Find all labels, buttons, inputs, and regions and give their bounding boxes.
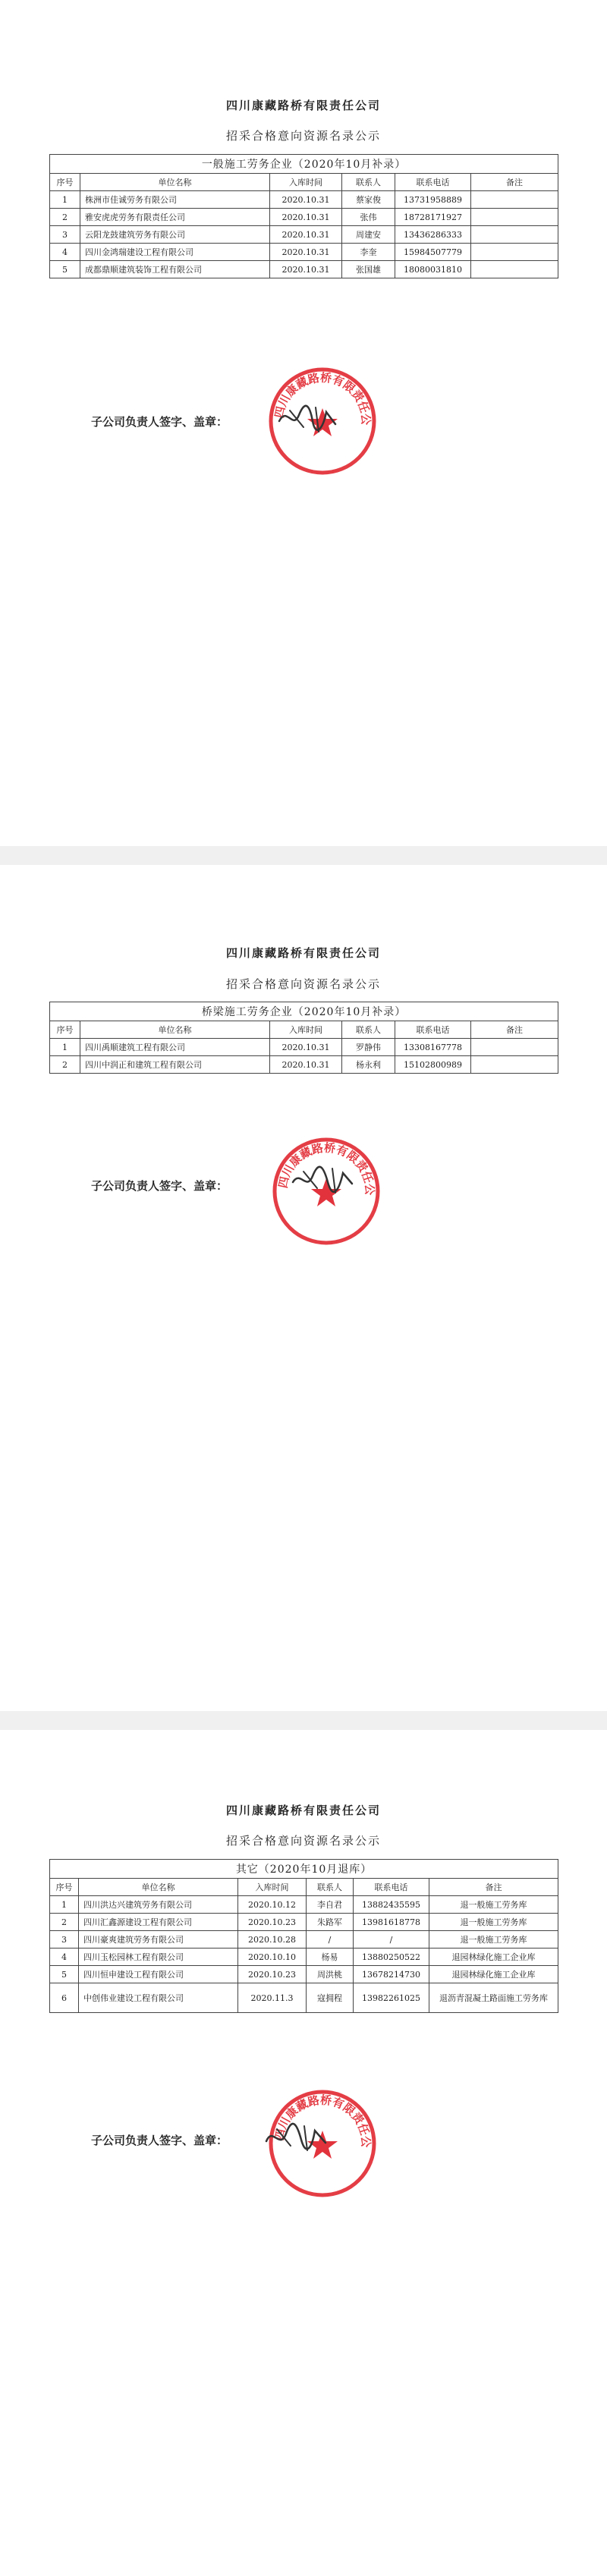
handwritten-signature (288, 1161, 357, 1199)
entry-date: 2020.10.31 (270, 226, 342, 244)
table-row (50, 1896, 558, 1914)
column-header: 入库时间 (238, 1879, 307, 1896)
document-title: 招采合格意向资源名录公示 (225, 129, 381, 143)
table-header-row (50, 1879, 558, 1896)
contact-person: 寇拥程 (307, 1983, 354, 2013)
table-row (50, 1983, 558, 2013)
table-row (50, 1931, 558, 1949)
resource-table (49, 1859, 558, 2013)
contact-phone: / (354, 1931, 429, 1949)
row-number: 4 (50, 1949, 79, 1966)
unit-name: 中创伟业建设工程有限公司 (79, 1983, 238, 2013)
unit-name: 雅安虎虎劳务有限责任公司 (80, 209, 270, 226)
resource-table (49, 154, 558, 278)
row-number: 1 (50, 1896, 79, 1914)
unit-name: 四川玉松园林工程有限公司 (79, 1949, 238, 1966)
signature-label: 子公司负责人签字、盖章： (91, 1179, 228, 1193)
contact-person: 李自君 (307, 1896, 354, 1914)
category-header: 其它（2020年10月退库） (50, 1860, 558, 1879)
unit-name: 四川豪爽建筑劳务有限公司 (79, 1931, 238, 1949)
contact-person: 罗静伟 (342, 1039, 395, 1056)
column-header: 单位名称 (80, 1021, 270, 1039)
unit-name: 四川汇鑫源建设工程有限公司 (79, 1914, 238, 1931)
table-row (50, 209, 558, 226)
entry-date: 2020.10.12 (238, 1896, 307, 1914)
remark: 退一般施工劳务库 (429, 1914, 558, 1931)
column-header: 入库时间 (270, 174, 342, 191)
handwritten-signature (273, 398, 341, 436)
contact-person: 蔡家俊 (342, 191, 395, 209)
row-number: 5 (50, 261, 80, 278)
remark (471, 1039, 558, 1056)
remark (471, 209, 558, 226)
table-row (50, 226, 558, 244)
handwritten-signature (262, 2117, 330, 2155)
table-header-row (50, 1021, 558, 1039)
table-row (50, 1039, 558, 1056)
svg-text:四川康藏路桥有限责任公司: 四川康藏路桥有限责任公 (272, 2093, 373, 2148)
row-number: 5 (50, 1966, 79, 1983)
row-number: 2 (50, 1056, 80, 1074)
contact-phone: 13880250522 (354, 1949, 429, 1966)
entry-date: 2020.10.31 (270, 244, 342, 261)
company-name: 四川康藏路桥有限责任公司 (225, 1804, 381, 1817)
column-header: 备注 (429, 1879, 558, 1896)
table-row (50, 1914, 558, 1931)
contact-phone: 13982261025 (354, 1983, 429, 2013)
remark: 退沥青混凝土路面施工劳务库 (429, 1983, 558, 2013)
table-row (50, 1966, 558, 1983)
column-header: 联系人 (342, 1021, 395, 1039)
column-header: 序号 (50, 174, 80, 191)
column-header: 序号 (50, 1879, 79, 1896)
contact-phone: 18080031810 (395, 261, 471, 278)
unit-name: 四川中润正和建筑工程有限公司 (80, 1056, 270, 1074)
contact-phone: 15984507779 (395, 244, 471, 261)
document-title: 招采合格意向资源名录公示 (225, 977, 381, 991)
remark (471, 261, 558, 278)
row-number: 4 (50, 244, 80, 261)
column-header: 联系人 (307, 1879, 354, 1896)
column-header: 联系电话 (395, 174, 471, 191)
row-number: 6 (50, 1983, 79, 2013)
column-header: 入库时间 (270, 1021, 342, 1039)
entry-date: 2020.11.3 (238, 1983, 307, 2013)
remark (471, 244, 558, 261)
unit-name: 株洲市佳诚劳务有限公司 (80, 191, 270, 209)
table-row (50, 261, 558, 278)
company-name: 四川康藏路桥有限责任公司 (225, 946, 381, 960)
entry-date: 2020.10.31 (270, 209, 342, 226)
remark: 退园林绿化施工企业库 (429, 1966, 558, 1983)
company-name: 四川康藏路桥有限责任公司 (225, 99, 381, 112)
column-header: 单位名称 (80, 174, 270, 191)
row-number: 3 (50, 226, 80, 244)
signature-label: 子公司负责人签字、盖章： (91, 2134, 228, 2147)
row-number: 2 (50, 1914, 79, 1931)
table-row (50, 1056, 558, 1074)
row-number: 2 (50, 209, 80, 226)
contact-person: 周洪桃 (307, 1966, 354, 1983)
entry-date: 2020.10.28 (238, 1931, 307, 1949)
contact-person: 李奎 (342, 244, 395, 261)
category-header: 一般施工劳务企业（2020年10月补录） (50, 155, 558, 174)
contact-phone: 13436286333 (395, 226, 471, 244)
contact-person: 杨易 (307, 1949, 354, 1966)
row-number: 3 (50, 1931, 79, 1949)
document-page-1 (0, 0, 607, 846)
column-header: 备注 (471, 1021, 558, 1039)
remark (471, 191, 558, 209)
row-number: 1 (50, 191, 80, 209)
column-header: 备注 (471, 174, 558, 191)
remark (471, 226, 558, 244)
table-row (50, 1949, 558, 1966)
contact-person: 周建安 (342, 226, 395, 244)
entry-date: 2020.10.10 (238, 1949, 307, 1966)
contact-phone: 13981618778 (354, 1914, 429, 1931)
remark: 退一般施工劳务库 (429, 1896, 558, 1914)
contact-phone: 13678214730 (354, 1966, 429, 1983)
svg-text:四川康藏路桥有限责任公司: 四川康藏路桥有限责任公 (275, 1140, 377, 1196)
column-header: 联系电话 (395, 1021, 471, 1039)
category-header: 桥梁施工劳务企业（2020年10月补录） (50, 1002, 558, 1021)
entry-date: 2020.10.23 (238, 1966, 307, 1983)
contact-person: 杨永利 (342, 1056, 395, 1074)
remark: 退园林绿化施工企业库 (429, 1949, 558, 1966)
svg-text:四川康藏路桥有限责任公司: 四川康藏路桥有限责任公 (272, 370, 373, 426)
document-title: 招采合格意向资源名录公示 (225, 1834, 381, 1848)
unit-name: 云阳龙鼓建筑劳务有限公司 (80, 226, 270, 244)
contact-person: / (307, 1931, 354, 1949)
contact-phone: 18728171927 (395, 209, 471, 226)
resource-table (49, 1002, 558, 1074)
remark (471, 1056, 558, 1074)
document-page-2 (0, 865, 607, 1711)
contact-phone: 13308167778 (395, 1039, 471, 1056)
column-header: 联系人 (342, 174, 395, 191)
table-row (50, 191, 558, 209)
unit-name: 四川洪达兴建筑劳务有限公司 (79, 1896, 238, 1914)
remark: 退一般施工劳务库 (429, 1931, 558, 1949)
column-header: 序号 (50, 1021, 80, 1039)
unit-name: 四川恒申建设工程有限公司 (79, 1966, 238, 1983)
unit-name: 成都鼎顺建筑装饰工程有限公司 (80, 261, 270, 278)
column-header: 单位名称 (79, 1879, 238, 1896)
column-header: 联系电话 (354, 1879, 429, 1896)
contact-phone: 13882435595 (354, 1896, 429, 1914)
signature-label: 子公司负责人签字、盖章： (91, 415, 228, 429)
contact-person: 张伟 (342, 209, 395, 226)
table-header-row (50, 174, 558, 191)
entry-date: 2020.10.31 (270, 1039, 342, 1056)
contact-phone: 13731958889 (395, 191, 471, 209)
entry-date: 2020.10.31 (270, 261, 342, 278)
table-row (50, 244, 558, 261)
document-page-3 (0, 1730, 607, 2576)
unit-name: 四川金鸿瑞建设工程有限公司 (80, 244, 270, 261)
entry-date: 2020.10.23 (238, 1914, 307, 1931)
contact-person: 张国雄 (342, 261, 395, 278)
contact-person: 朱路军 (307, 1914, 354, 1931)
entry-date: 2020.10.31 (270, 191, 342, 209)
unit-name: 四川禹顺建筑工程有限公司 (80, 1039, 270, 1056)
row-number: 1 (50, 1039, 80, 1056)
entry-date: 2020.10.31 (270, 1056, 342, 1074)
contact-phone: 15102800989 (395, 1056, 471, 1074)
